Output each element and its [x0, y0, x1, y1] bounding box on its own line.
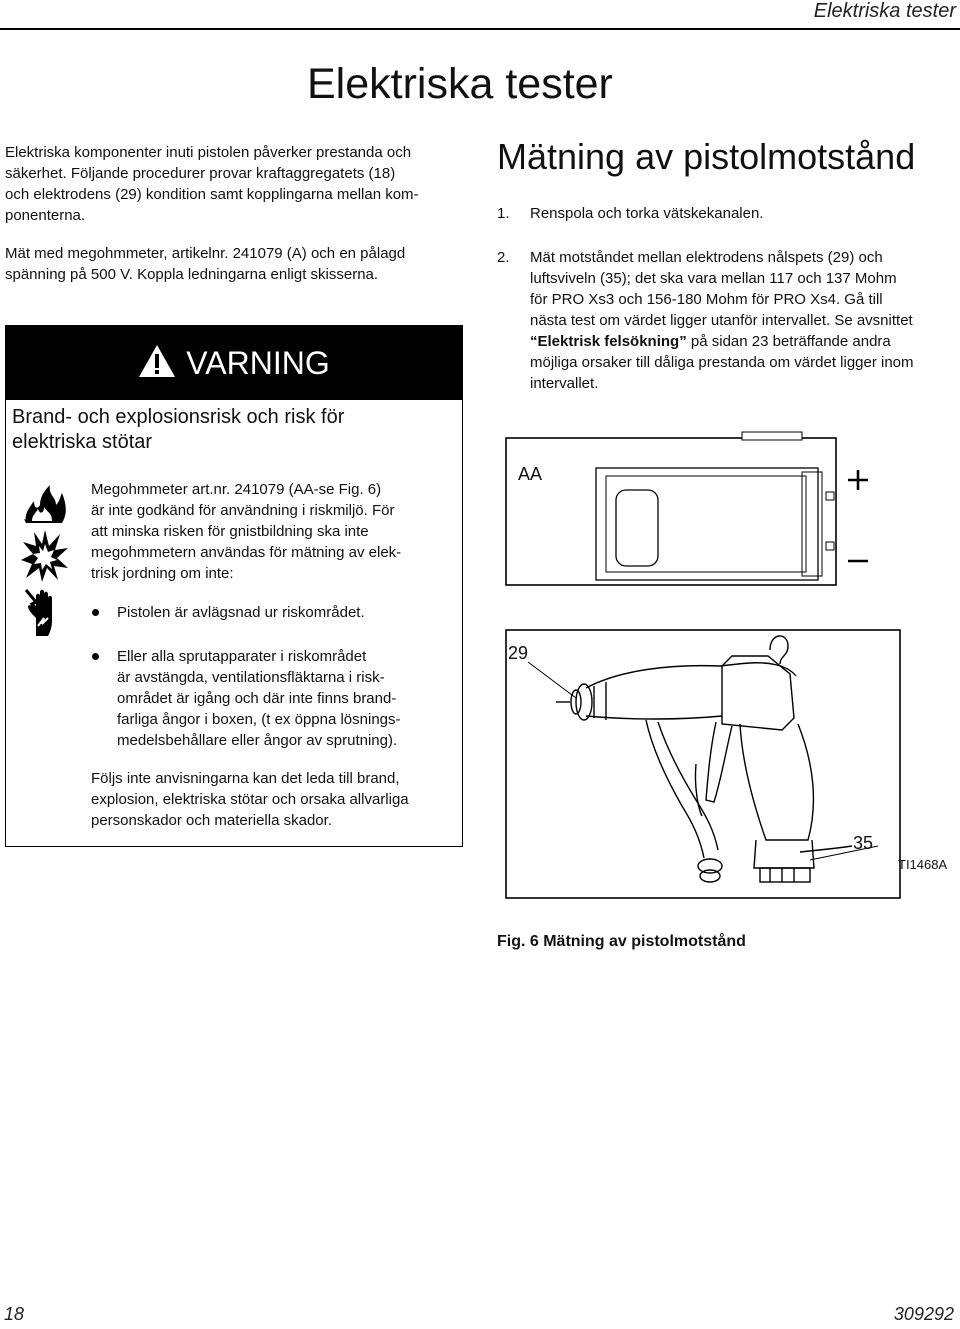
troubleshooting-link[interactable]: “Elektrisk felsökning”	[530, 333, 687, 350]
warning-body-line: är inte godkänd för användning i riskmiljö. För	[91, 502, 395, 519]
step-2-line: luftsviveln (35); det ska vara mellan 117 och 137 Mohm	[530, 270, 897, 287]
warning-triangle-icon	[138, 344, 176, 383]
intro-line: säkerhet. Följande procedurer provar kraftaggregatets (18)	[5, 165, 396, 182]
figure-reference-code: TI1468A	[898, 857, 948, 872]
warning-body-line: megohmmetern användas för mätning av elek-	[91, 544, 402, 561]
closing-line: explosion, elektriska stötar och orsaka allvarliga	[91, 791, 409, 808]
warning-body-line: att minska risken för gnistbildning ska inte	[91, 523, 369, 540]
intro-line: och elektrodens (29) kondition samt kopplingarna mellan kom-	[5, 186, 419, 203]
intro-line: Elektriska komponenter inuti pistolen påverker prestanda och	[5, 144, 412, 161]
electric-shock-icon	[22, 588, 70, 643]
closing-line: personskador och materiella skador.	[91, 812, 332, 829]
bullet-line: medelsbehållare eller ångor av sprutning).	[117, 732, 398, 749]
bullet-line: Pistolen är avlägsnad ur riskområdet.	[117, 604, 365, 621]
step-2-line: Mät motståndet mellan elektrodens nålspets (29) och	[530, 249, 883, 266]
spray-gun-drawing	[556, 636, 852, 882]
warning-word: VARNING	[186, 344, 330, 381]
running-header: Elektriska tester	[813, 0, 956, 22]
terminal-signs	[848, 470, 868, 561]
warning-subtitle-line: elektriska stötar	[12, 431, 153, 453]
figure-6-illustration	[470, 420, 960, 925]
step-1-text: Renspola och torka vätskekanalen.	[530, 205, 764, 222]
intro-paragraph-2	[5, 243, 465, 285]
header-rule	[0, 28, 960, 30]
bullet-line: området är igång och där inte finns brand-	[117, 690, 397, 707]
intro-line: Mät med megohmmeter, artikelnr. 241079 (A) och en pålagd	[5, 245, 406, 262]
label-air-swivel: 35	[853, 833, 874, 853]
document-number: 309292	[893, 1304, 954, 1324]
section-title: Mätning av pistolmotstånd	[497, 136, 916, 177]
page-number: 18	[4, 1304, 25, 1324]
intro-paragraph-1	[5, 142, 465, 226]
warning-body-line: Megohmmeter art.nr. 241079 (AA-se Fig. 6)	[91, 481, 382, 498]
fire-icon	[22, 483, 68, 530]
intro-line: ponenterna.	[5, 207, 86, 224]
step-2-line: intervallet.	[530, 375, 599, 392]
warning-subtitle	[12, 405, 452, 455]
warning-body	[91, 479, 453, 584]
figure-caption: Fig. 6 Mätning av pistolmotstånd	[497, 933, 746, 950]
step-2-line	[530, 331, 958, 352]
step-2-text	[530, 247, 958, 394]
step-2-line-rest: på sidan 23 beträffande andra	[686, 333, 891, 350]
step-2-number: 2.	[497, 249, 510, 266]
warning-header	[6, 326, 462, 400]
bullet-dot	[92, 609, 99, 616]
bullet-line: Eller alla sprutapparater i riskområdet	[117, 648, 367, 665]
megohmmeter-drawing	[506, 432, 836, 585]
label-electrode: 29	[508, 643, 529, 663]
warning-bullet-2	[117, 646, 457, 751]
bullet-line: farliga ångor i boxen, (t ex öppna lösnings-	[117, 711, 401, 728]
step-1-number: 1.	[497, 205, 510, 222]
closing-line: Följs inte anvisningarna kan det leda till brand,	[91, 770, 400, 787]
page-title: Elektriska tester	[307, 60, 613, 108]
step-2-line: möjliga orsaker till dåliga prestanda om värdet ligger inom	[530, 354, 914, 371]
intro-line: spänning på 500 V. Koppla ledningarna enligt skisserna.	[5, 266, 379, 283]
bullet-line: är avstängda, ventilationsfläktarna i risk-	[117, 669, 385, 686]
warning-subtitle-line: Brand- och explosionsrisk och risk för	[12, 406, 345, 428]
warning-body-line: trisk jordning om inte:	[91, 565, 234, 582]
label-megohmmeter: AA	[518, 464, 543, 484]
step-2-line: för PRO Xs3 och 156-180 Mohm för PRO Xs4. Gå till	[530, 291, 883, 308]
step-2-line: nästa test om värdet ligger utanför intervallet. Se avsnittet	[530, 312, 913, 329]
leader-lines	[528, 662, 878, 860]
bullet-dot	[92, 653, 99, 660]
warning-closing	[91, 768, 453, 831]
warning-bullet-1	[117, 602, 457, 623]
explosion-icon	[20, 528, 70, 589]
